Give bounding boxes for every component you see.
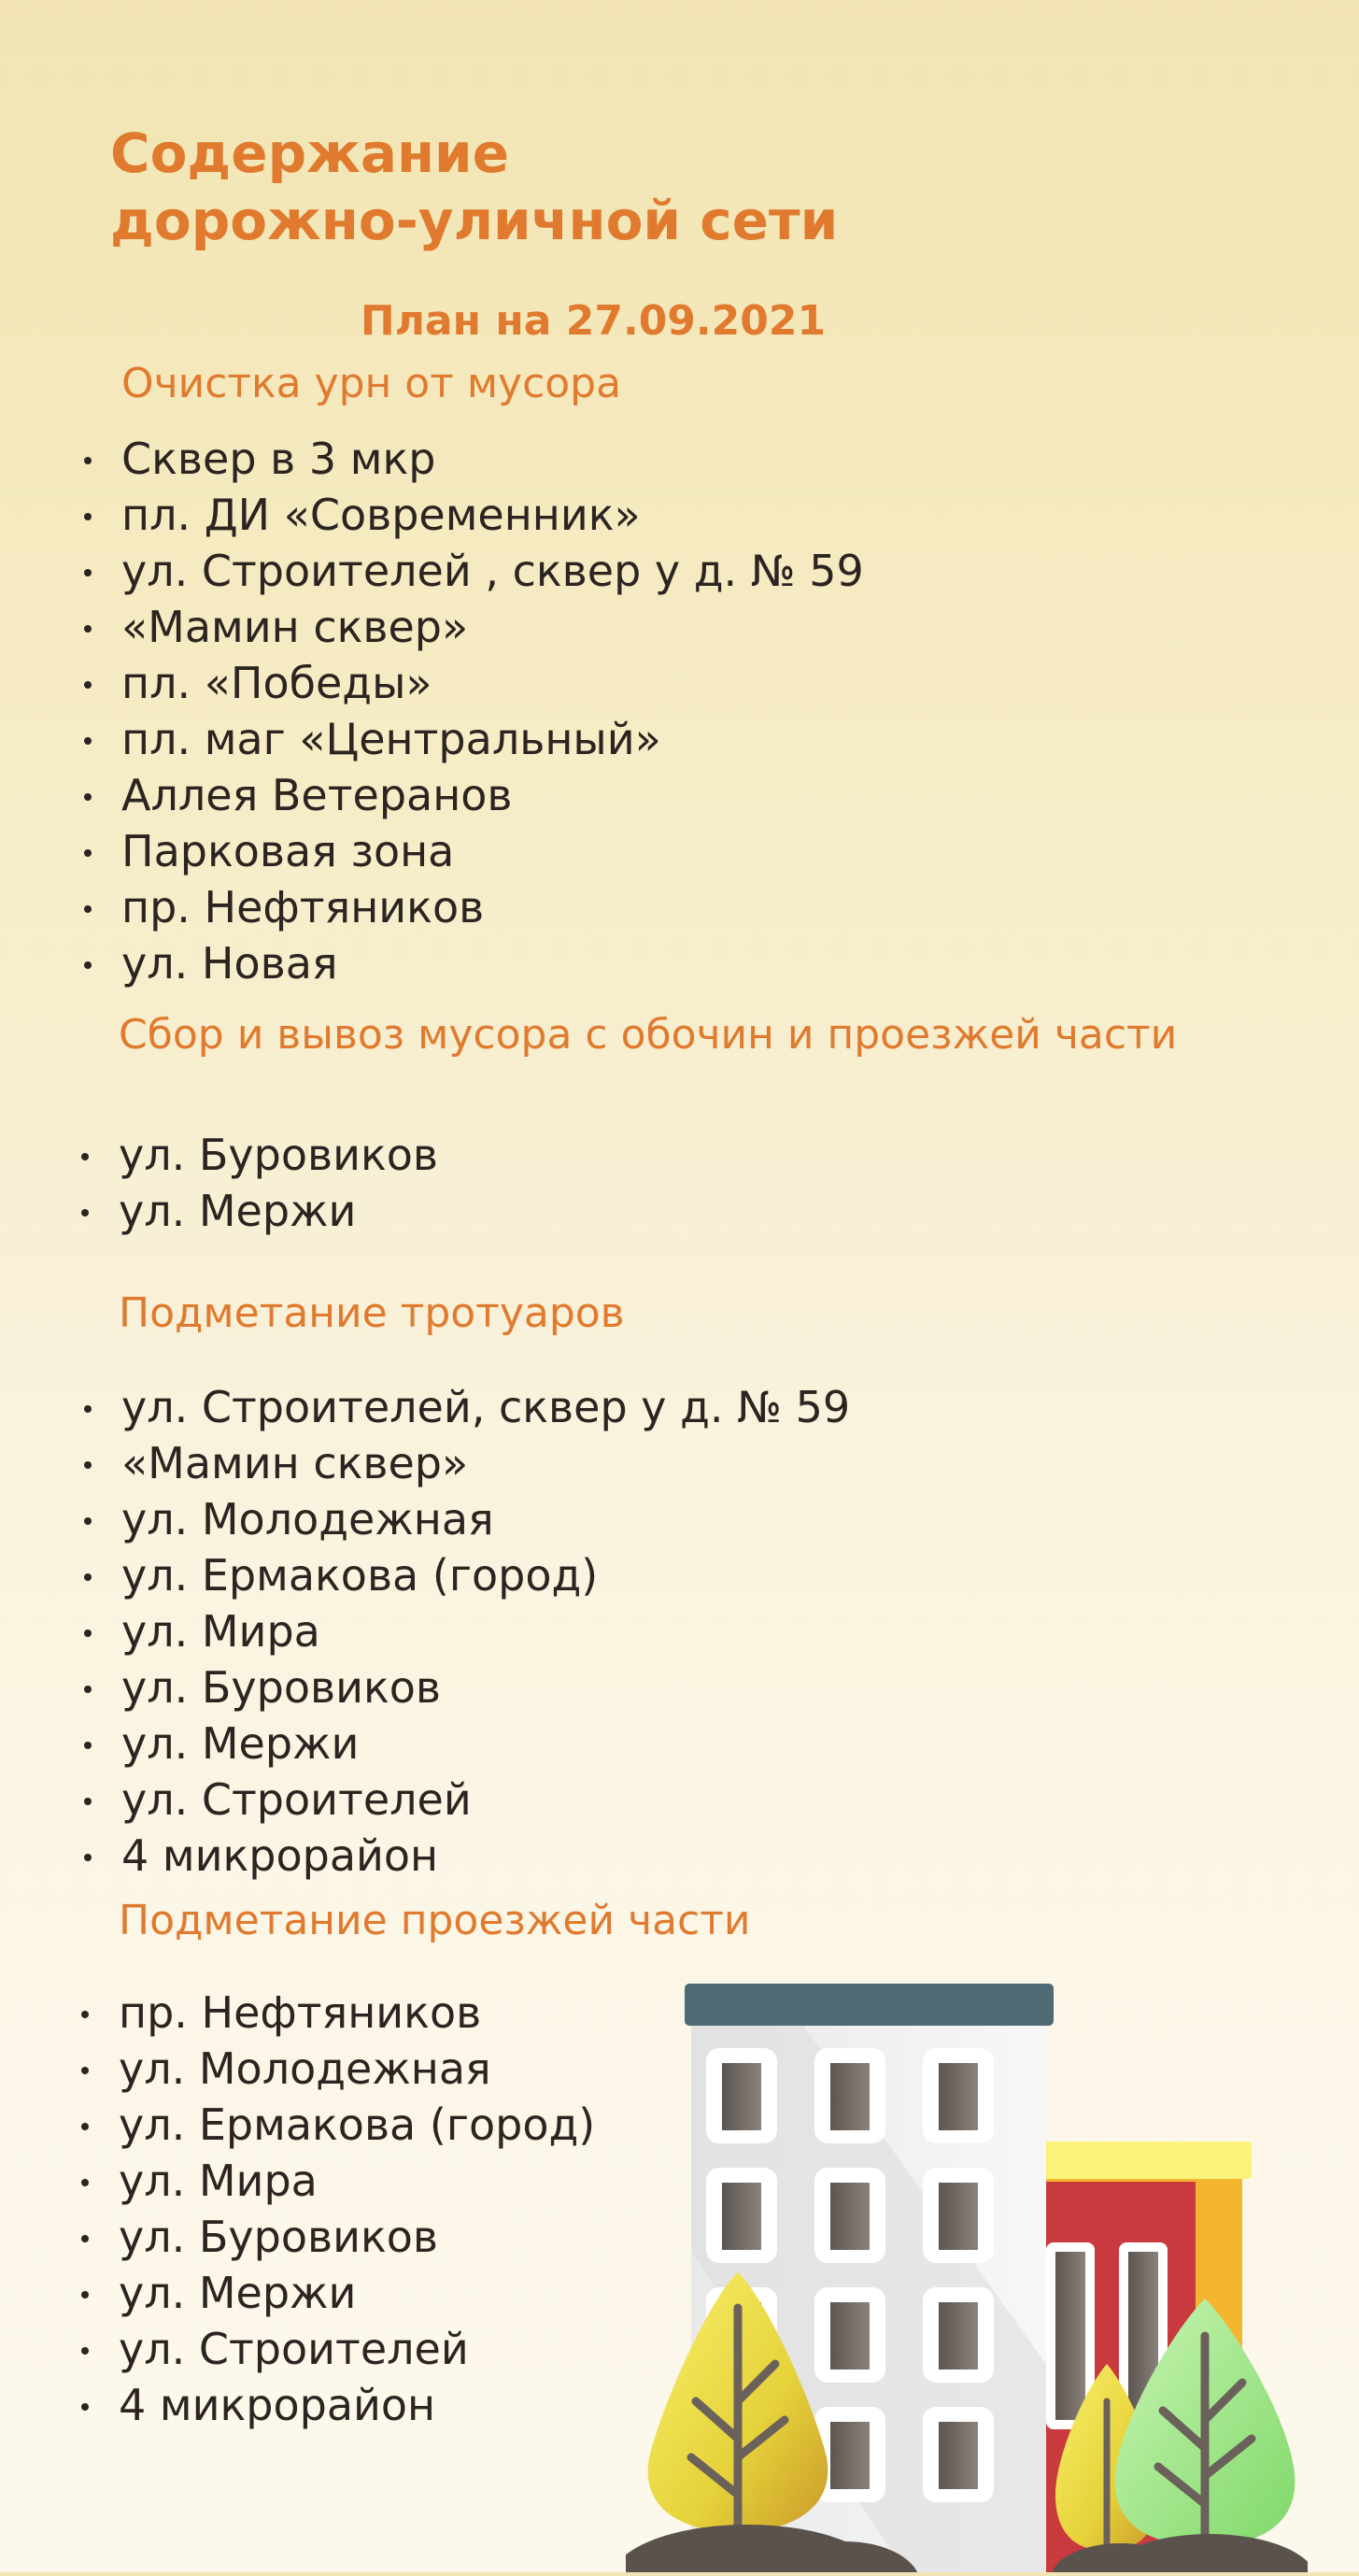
- list-item: ул. Молодежная: [121, 1491, 850, 1547]
- section-heading-roadside: Сбор и вывоз мусора с обочин и проезжей части: [119, 1011, 1178, 1059]
- list-item: пл. ДИ «Современник»: [121, 487, 864, 543]
- list-item: пр. Нефтяников: [119, 1985, 595, 2041]
- list-item: ул. Мержи: [121, 1715, 850, 1772]
- list-item: ул. Ермакова (город): [119, 2097, 595, 2153]
- list-item: пр. Нефтяников: [121, 879, 864, 935]
- list-sidewalks: [121, 1379, 850, 1884]
- list-item: Сквер в 3 мкр: [121, 431, 864, 487]
- list-item: ул. Буровиков: [119, 1127, 438, 1183]
- list-item: пл. маг «Центральный»: [121, 711, 864, 767]
- page-title: [110, 120, 1138, 254]
- list-item: ул. Ермакова (город): [121, 1547, 850, 1603]
- list-item: ул. Строителей, сквер у д. № 59: [121, 1379, 850, 1435]
- list-item: ул. Буровиков: [119, 2209, 595, 2265]
- list-item: Парковая зона: [121, 823, 864, 879]
- list-item: пл. «Победы»: [121, 655, 864, 711]
- list-item: ул. Новая: [121, 935, 864, 991]
- list-item: ул. Мержи: [119, 1183, 438, 1239]
- building-with-trees-icon: [626, 1971, 1308, 2576]
- list-item: «Мамин сквер»: [121, 1435, 850, 1491]
- list-item: ул. Строителей , сквер у д. № 59: [121, 543, 864, 599]
- list-item: ул. Мира: [119, 2153, 595, 2209]
- list-item: 4 микрорайон: [119, 2377, 595, 2433]
- plan-date: План на 27.09.2021: [360, 297, 827, 345]
- section-heading-bins: Очистка урн от мусора: [121, 360, 622, 407]
- list-item: ул. Строителей: [121, 1772, 850, 1828]
- list-bins: [121, 431, 864, 991]
- list-item: 4 микрорайон: [121, 1828, 850, 1884]
- list-item: ул. Молодежная: [119, 2041, 595, 2097]
- section-heading-sidewalks: Подметание тротуаров: [119, 1289, 625, 1337]
- title-line-2: дорожно-уличной сети: [110, 189, 839, 252]
- title-line-1: Содержание: [110, 121, 510, 185]
- list-item: ул. Мержи: [119, 2265, 595, 2321]
- list-roadside: [119, 1127, 438, 1239]
- list-item: ул. Строителей: [119, 2321, 595, 2377]
- list-item: ул. Буровиков: [121, 1659, 850, 1715]
- list-roadway: [119, 1985, 595, 2433]
- list-item: «Мамин сквер»: [121, 599, 864, 655]
- section-heading-roadway: Подметание проезжей части: [119, 1897, 751, 1944]
- list-item: Аллея Ветеранов: [121, 767, 864, 823]
- list-item: ул. Мира: [121, 1603, 850, 1659]
